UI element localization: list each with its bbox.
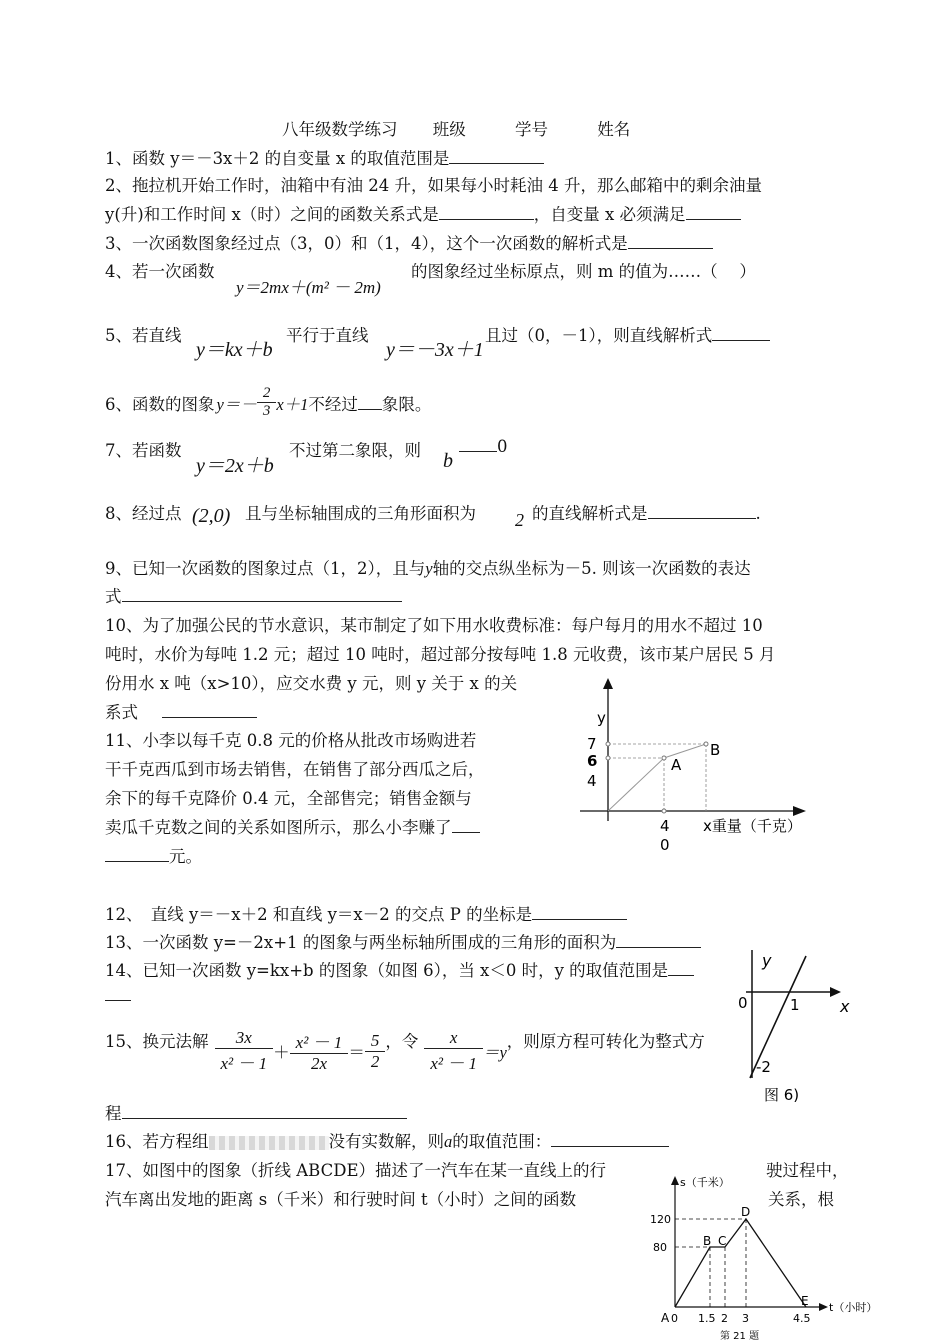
- question-10-line3: 份用水 x 吨（x>10），应交水费 y 元，则 y 关于 x 的关: [105, 674, 518, 693]
- question-1-text: 1、函数 y＝－3x＋2 的自变量 x 的取值范围是: [105, 149, 450, 168]
- t-tick-4-5: 4.5: [793, 1312, 811, 1325]
- question-5-formula-1: y＝kx＋b: [196, 339, 273, 361]
- question-8-end: .: [755, 504, 761, 523]
- answer-blank[interactable]: [122, 587, 402, 602]
- question-9-y: y: [425, 559, 433, 578]
- question-10-text: 系式: [105, 703, 138, 722]
- question-15-suffix: ，则原方程可转化为整式方: [506, 1032, 705, 1051]
- question-3-text: 3、一次函数图象经过点（3，0）和（1，4），这个一次函数的解析式是: [105, 234, 628, 253]
- question-13: [105, 929, 701, 953]
- question-13-text: 13、一次函数 y=－2x+1 的图象与两坐标轴所围成的三角形的面积为: [105, 933, 617, 952]
- x-tick-0: 0: [660, 836, 670, 854]
- question-8-suffix: [532, 500, 761, 524]
- origin-label: 0: [738, 994, 748, 1012]
- question-9-line2: [105, 583, 402, 607]
- question-7-zero: 0: [497, 437, 508, 456]
- question-16-prefix: 16、若方程组: [105, 1132, 209, 1151]
- point-b-label: B: [703, 1234, 712, 1248]
- question-16-suffix-2: 的取值范围：: [452, 1132, 552, 1151]
- y-intercept-label: -2: [756, 1058, 771, 1076]
- point-a-label: A: [661, 1311, 670, 1325]
- fraction-numerator: 3x: [215, 1028, 274, 1049]
- s-tick-120: 120: [650, 1213, 671, 1226]
- fraction-denominator: 3: [262, 403, 271, 419]
- question-15: [105, 1028, 705, 1074]
- question-17-line1b: 驶过程中，: [766, 1161, 849, 1180]
- fraction-denominator: x² － 1: [430, 1054, 477, 1073]
- student-id-label: 学号: [515, 120, 548, 139]
- y-axis-label: y: [597, 709, 606, 727]
- x-tick-4: 4: [660, 817, 670, 835]
- question-15-line2: [105, 1100, 407, 1124]
- question-9-line1: [105, 555, 751, 579]
- figure-6-caption: 图 6): [764, 1086, 800, 1104]
- question-6-rhs: x＋1: [276, 394, 309, 414]
- question-5-prefix: 5、若直线: [105, 326, 182, 345]
- fraction-numerator: 2: [257, 385, 277, 403]
- t-tick-3: 3: [742, 1312, 749, 1325]
- point-e-label: E: [801, 1294, 809, 1308]
- question-15-mid: ，令: [385, 1032, 419, 1051]
- answer-blank[interactable]: [628, 234, 713, 249]
- question-5-suffix-text: 且过（0，－1），则直线解析式: [485, 326, 713, 345]
- question-4-suffix: 的图象经过坐标原点，则 m 的值为……（ ）: [411, 262, 756, 281]
- s-axis-label: s（千米）: [680, 1176, 730, 1189]
- question-16-a: a: [444, 1132, 453, 1151]
- question-6-lhs: y＝－: [216, 394, 257, 414]
- answer-blank[interactable]: [449, 149, 544, 164]
- point-a-label: A: [671, 756, 682, 774]
- point-c-label: C: [718, 1234, 727, 1248]
- s-axis-arrow: [671, 1176, 679, 1185]
- question-11-line3: 余下的每千克降价 0.4 元，全部售完；销售金额与: [105, 789, 472, 808]
- x-axis-arrow: [793, 806, 806, 816]
- question-4-prefix: 4、若一次函数: [105, 262, 215, 281]
- question-8-area: 2: [515, 510, 524, 530]
- distance-time-graph: [640, 1172, 890, 1342]
- question-11-line5: [105, 843, 202, 867]
- question-12-text: 12、 直线 y＝－x＋2 和直线 y＝x－2 的交点 P 的坐标是: [105, 905, 533, 924]
- sales-line-oa-ab: [608, 744, 706, 811]
- t-tick-1-5: 1.5: [698, 1312, 716, 1325]
- question-11-line4: [105, 814, 480, 838]
- question-9-text-b: 轴的交点纵坐标为－5. 则该一次函数的表达: [432, 559, 751, 578]
- question-11-line1: 11、小李以每千克 0.8 元的价格从批改市场购进若: [105, 731, 477, 750]
- question-5-mid: 平行于直线: [286, 326, 369, 345]
- question-14-continuation: [105, 986, 131, 1005]
- equation-system-image: [209, 1136, 329, 1150]
- answer-blank[interactable]: [122, 1104, 407, 1119]
- t-axis-label: t（小时）: [829, 1301, 878, 1314]
- answer-blank[interactable]: [452, 818, 480, 833]
- x-axis-label: x: [840, 997, 850, 1016]
- class-label: 班级: [432, 120, 466, 139]
- question-5-suffix: [485, 322, 770, 346]
- answer-blank[interactable]: [358, 395, 382, 410]
- question-17-line2b: 关系，根: [768, 1190, 834, 1209]
- question-10-line4: [105, 699, 257, 723]
- question-14: [105, 957, 694, 981]
- question-7-tail: [459, 437, 508, 456]
- question-6-suffix-2: 象限。: [381, 394, 432, 414]
- question-2-line1: [105, 172, 762, 196]
- fraction-denominator: x² － 1: [220, 1054, 268, 1073]
- question-16-suffix: 没有实数解，则: [328, 1132, 444, 1151]
- y-tick-4: 4: [587, 772, 597, 790]
- answer-blank[interactable]: [439, 205, 534, 220]
- question-10-line1: 10、为了加强公民的节水意识，某市制定了如下用水收费标准：每户每月的用水不超过 10: [105, 616, 763, 635]
- question-14-text: 14、已知一次函数 y=kx+b 的图象（如图 6），当 x＜0 时，y 的取值范围是: [105, 961, 669, 980]
- question-2-text-b: ，自变量 x 必须满足: [533, 205, 686, 224]
- plus-sign: ＋: [273, 1043, 290, 1062]
- fraction-numerator: 5: [365, 1031, 386, 1052]
- question-3: [105, 230, 713, 254]
- answer-blank[interactable]: [162, 703, 257, 718]
- equals-sign: ＝: [348, 1043, 365, 1062]
- question-2-text-a: y(升)和工作时间 x（时）之间的函数关系式是: [105, 205, 439, 224]
- point-a-marker: [662, 756, 666, 760]
- t-axis-arrow: [819, 1303, 828, 1311]
- point-b-label: B: [710, 741, 721, 759]
- answer-blank[interactable]: [616, 933, 701, 948]
- question-12: [105, 901, 627, 925]
- fraction-2: [290, 1028, 349, 1074]
- figure-6-graph: [738, 948, 863, 1108]
- question-16: [105, 1128, 669, 1152]
- y-axis-label: y: [762, 951, 772, 970]
- question-7-mid: 不过第二象限，则: [289, 441, 421, 460]
- question-15-tail: 程: [105, 1104, 122, 1123]
- tick-marker-7: [606, 742, 610, 746]
- question-4: [105, 258, 215, 282]
- point-b-marker: [704, 742, 708, 746]
- answer-blank[interactable]: [648, 504, 756, 519]
- fraction-numerator: x² － 1: [290, 1028, 349, 1054]
- question-9-text-c: 式: [105, 587, 122, 606]
- fraction-4: [424, 1028, 483, 1074]
- question-8-point: (2,0): [192, 505, 231, 527]
- question-6-suffix: 不经过: [308, 394, 358, 414]
- question-8-suffix-text: 的直线解析式是: [532, 504, 648, 523]
- question-2-line2: [105, 201, 741, 225]
- figure-21-caption: 第 21 题: [720, 1331, 760, 1342]
- answer-blank[interactable]: [712, 326, 770, 341]
- answer-blank[interactable]: [532, 905, 627, 920]
- fraction-3: [365, 1031, 386, 1072]
- question-7-prefix: 7、若函数: [105, 441, 182, 460]
- question-5-formula-2: y＝－3x＋1: [386, 339, 484, 361]
- t-tick-0: 0: [671, 1312, 678, 1325]
- worksheet-title: 八年级数学练习: [282, 120, 398, 139]
- student-name-label: 姓名: [597, 120, 631, 139]
- x-axis-arrow: [830, 987, 841, 997]
- fraction-numerator: x: [424, 1028, 483, 1049]
- fraction-1: [215, 1028, 274, 1074]
- tick-marker-x: [662, 809, 666, 813]
- question-7-formula: y＝2x＋b: [196, 455, 274, 477]
- question-11-tail: 元。: [169, 847, 202, 866]
- question-1: [105, 145, 544, 169]
- question-10-line2: 吨时，水价为每吨 1.2 元；超过 10 吨时，超过部分按每吨 1.8 元收费，该市某户居民 5 月: [105, 645, 776, 664]
- question-8-prefix: 8、经过点: [105, 504, 182, 523]
- s-tick-80: 80: [653, 1241, 667, 1254]
- question-7-b: b: [443, 450, 453, 472]
- fraction-denominator: 2x: [310, 1054, 327, 1073]
- question-15-prefix: 15、换元法解: [105, 1032, 209, 1051]
- x-intercept-label: 1: [790, 996, 800, 1014]
- question-8-mid: 且与坐标轴围成的三角形面积为: [245, 504, 476, 523]
- question-11-line2: 干千克西瓜到市场去销售，在销售了部分西瓜之后，: [105, 760, 485, 779]
- x-axis-label: x重量（千克）: [703, 817, 802, 835]
- answer-blank[interactable]: [105, 986, 131, 1001]
- question-6-prefix: 6、函数的图象: [105, 394, 215, 414]
- point-d-label: D: [741, 1205, 751, 1219]
- y-tick-7: 7: [587, 735, 597, 753]
- answer-blank[interactable]: [668, 961, 694, 976]
- worksheet-header: [282, 116, 630, 140]
- question-17-line1a: 17、如图中的图象（折线 ABCDE）描述了一汽车在某一直线上的行: [105, 1161, 606, 1180]
- route-abcde: [675, 1219, 806, 1307]
- answer-blank[interactable]: [686, 205, 741, 220]
- fraction-denominator: 2: [370, 1051, 380, 1071]
- question-9-text-a: 9、已知一次函数的图象过点（1，2），且与: [105, 559, 426, 578]
- question-17-line2a: 汽车离出发地的距离 s（千米）和行驶时间 t（小时）之间的函数: [105, 1190, 577, 1209]
- answer-blank[interactable]: [551, 1132, 669, 1147]
- answer-blank[interactable]: [105, 847, 169, 862]
- question-6: [105, 385, 431, 420]
- question-11-text: 卖瓜千克数之间的关系如图所示，那么小李赚了: [105, 818, 452, 837]
- t-tick-2: 2: [721, 1312, 728, 1325]
- question-6-fraction: [257, 385, 277, 420]
- q11-graph: [575, 676, 820, 856]
- question-15-substitution: ＝y: [482, 1043, 507, 1062]
- y-tick-6: 6: [587, 752, 598, 770]
- tick-marker-6: [606, 756, 610, 760]
- question-2-text: 2、拖拉机开始工作时，油箱中有油 24 升，如果每小时耗油 4 升，那么邮箱中的剩余油量: [105, 176, 762, 195]
- question-4-formula: y＝2mx＋(m² － 2m): [236, 278, 381, 297]
- y-axis-arrow: [603, 678, 613, 689]
- answer-blank[interactable]: [459, 437, 497, 452]
